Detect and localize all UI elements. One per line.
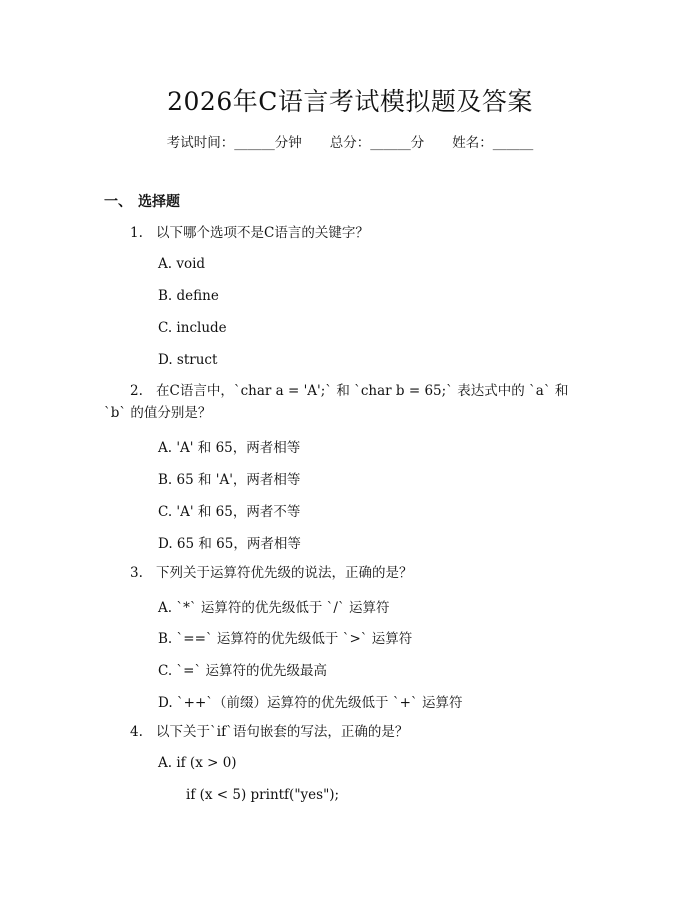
q2-option-b: B. 65 和 'A'，两者相等 [158, 472, 301, 488]
q4-option-a: A. if (x > 0) [158, 755, 237, 771]
document-title: 2026年C语言考试模拟题及答案 [167, 87, 533, 116]
q1-option-c: C. include [158, 320, 227, 336]
q2-option-d: D. 65 和 65，两者相等 [158, 536, 301, 552]
q3-option-b: B. `==` 运算符的优先级低于 `>` 运算符 [158, 631, 413, 647]
section-heading [104, 191, 180, 211]
q1-option-a: A. void [158, 256, 206, 272]
q2-option-a: A. 'A' 和 65，两者相等 [158, 440, 301, 456]
question-3 [104, 562, 594, 584]
question-text: 下列关于运算符优先级的说法，正确的是？ [156, 565, 413, 581]
question-number: 2. [130, 383, 143, 399]
question-text: 以下关于`if`语句嵌套的写法，正确的是？ [156, 724, 409, 740]
q2-option-c: C. 'A' 和 65，两者不等 [158, 504, 301, 520]
question-number: 1. [130, 225, 143, 241]
q4-code-line: if (x < 5) printf("yes"); [186, 787, 340, 803]
question-2 [104, 380, 594, 424]
question-text: 以下哪个选项不是C语言的关键字？ [156, 225, 369, 241]
q1-option-d: D. struct [158, 352, 218, 368]
q3-option-d: D. `++`（前缀）运算符的优先级低于 `+` 运算符 [158, 695, 463, 711]
section-number: 一、 [104, 194, 132, 210]
total-score-field: 总分：______分 [329, 135, 425, 151]
question-text: 在C语言中，`char a = 'A';` 和 `char b = 65;` 表达式中的 `a` 和 `b` 的值分别是？ [104, 383, 569, 421]
student-name-field: 姓名：______ [452, 135, 534, 151]
question-number: 4. [130, 724, 143, 740]
exam-time-field: 考试时间：______分钟 [166, 135, 302, 151]
question-4 [104, 721, 594, 743]
question-1 [104, 222, 594, 244]
section-title: 选择题 [138, 194, 180, 210]
question-number: 3. [130, 565, 143, 581]
q3-option-a: A. `*` 运算符的优先级低于 `/` 运算符 [158, 600, 390, 616]
q1-option-b: B. define [158, 288, 219, 304]
exam-info-line [0, 131, 700, 151]
q3-option-c: C. `=` 运算符的优先级最高 [158, 663, 328, 679]
